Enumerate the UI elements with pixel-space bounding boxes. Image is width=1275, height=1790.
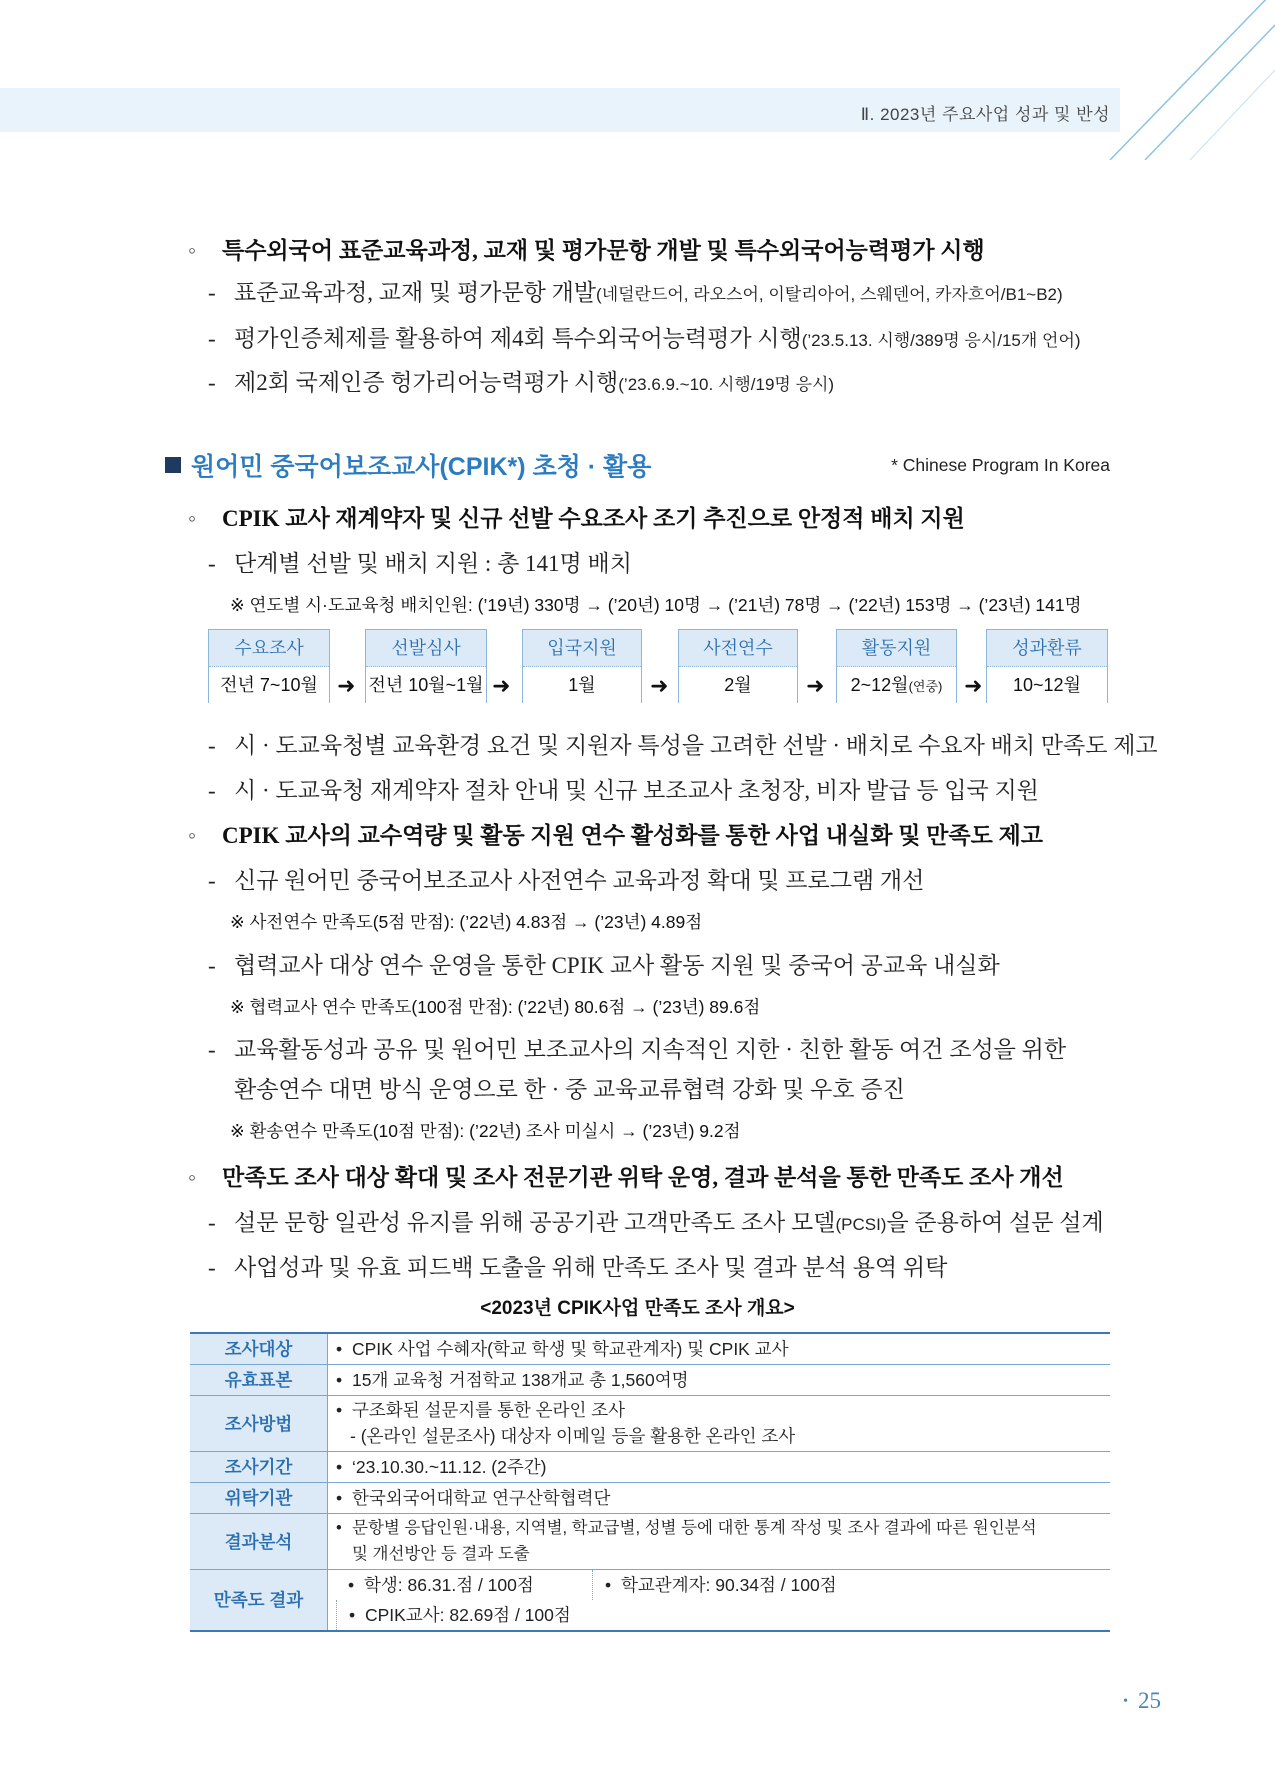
dash-item-tail: 을 준용하여 설문 설계 <box>886 1210 1104 1235</box>
row-key: 결과분석 <box>190 1513 328 1569</box>
process-step <box>986 629 1108 703</box>
row-value: • 문항별 응답인원·내용, 지역별, 학교급별, 성별 등에 대한 통계 작성 및 조사 결과에 따른 원인분석 및 개선방안 등 결과 도출 <box>328 1513 1111 1569</box>
row-key: 유효표본 <box>190 1364 328 1395</box>
process-step <box>836 629 957 703</box>
step-period: 2월 <box>679 667 797 704</box>
page-number <box>1123 1688 1161 1714</box>
dash-item: - 사업성과 및 유효 피드백 도출을 위해 만족도 조사 및 결과 분석 용역 위탁 <box>208 1255 948 1280</box>
note-cooperating-teacher: ※ 협력교사 연수 만족도(100점 만점): (’22년) 80.6점 → (’23년) 89.6점 <box>230 997 761 1017</box>
table-row <box>190 1395 1110 1451</box>
table-row <box>190 1569 1110 1631</box>
intro-item: - 표준교육과정, 교재 및 평가문항 개발(네덜란드어, 라오스어, 이탈리아어, 스웨덴어, 카자흐어/B1~B2) <box>208 280 1063 305</box>
step-label: 입국지원 <box>523 630 641 667</box>
table-row <box>190 1513 1110 1569</box>
step-label: 선발심사 <box>366 630 486 667</box>
row-value: • CPIK 사업 수혜자(학교 학생 및 학교관계자) 및 CPIK 교사 <box>328 1333 1111 1364</box>
section-title-text: 원어민 중국어보조교사(CPIK*) 초청 · 활용 <box>191 453 652 481</box>
survey-overview-table <box>190 1332 1110 1632</box>
note-farewell-training: ※ 환송연수 만족도(10점 만점): (’22년) 조사 미실시 → (’23년) 9.2점 <box>230 1121 741 1141</box>
arrow-icon: ➜ <box>650 673 669 698</box>
dash-item-text: 단계별 선발 및 배치 지원 : 총 141명 배치 <box>234 551 632 576</box>
dash-item: - 시 · 도교육청별 교육환경 요건 및 지원자 특성을 고려한 선발 · 배치로 수요자 배치 만족도 제고 <box>208 733 1158 758</box>
dash-item-text: 시 · 도교육청 재계약자 절차 안내 및 신규 보조교사 초청장, 비자 발급 등 입국 지원 <box>234 778 1039 803</box>
arrow-icon: ➜ <box>337 673 356 698</box>
row-key: 조사기간 <box>190 1451 328 1482</box>
intro-bullet <box>188 232 985 265</box>
bullet-text: CPIK 교사 재계약자 및 신규 선발 수요조사 조기 추진으로 안정적 배치 지원 <box>222 506 965 531</box>
dash-item-continued: 환송연수 대면 방식 운영으로 한 · 중 교육교류협력 강화 및 우호 증진 <box>234 1077 905 1102</box>
process-step <box>208 629 330 703</box>
bullet-text: CPIK 교사의 교수역량 및 활동 지원 연수 활성화를 통한 사업 내실화 및 만족도 제고 <box>222 823 1044 848</box>
bullet-cpik-training: ◦ CPIK 교사의 교수역량 및 활동 지원 연수 활성화를 통한 사업 내실화 및 만족도 제고 <box>188 823 1044 848</box>
step-period: 10~12월 <box>987 667 1107 704</box>
result-teacher: • CPIK교사: 82.69점 / 100점 <box>336 1600 596 1630</box>
dash-item-text: 협력교사 대상 연수 운영을 통한 CPIK 교사 활동 지원 및 중국어 공교육 내실화 <box>234 953 1000 978</box>
intro-item-main: 표준교육과정, 교재 및 평가문항 개발 <box>234 280 597 305</box>
table-row <box>190 1482 1110 1513</box>
arrow-icon: ➜ <box>806 673 825 698</box>
result-student: • 학생: 86.31.점 / 100점 <box>348 1574 534 1595</box>
bullet-cpik-placement: ◦ CPIK 교사 재계약자 및 신규 선발 수요조사 조기 추진으로 안정적 배치 지원 <box>188 506 965 531</box>
intro-item-main: 제2회 국제인증 헝가리어능력평가 시행 <box>234 370 619 395</box>
header-decoration <box>1050 0 1275 160</box>
table-row <box>190 1364 1110 1395</box>
section-footnote: * Chinese Program In Korea <box>891 455 1110 475</box>
intro-item: - 평가인증체제를 활용하여 제4회 특수외국어능력평가 시행(’23.5.13. 시행/389명 응시/15개 언어) <box>208 326 1081 351</box>
table-title: <2023년 CPIK사업 만족도 조사 개요> <box>480 1298 795 1319</box>
dash-item: - 단계별 선발 및 배치 지원 : 총 141명 배치 <box>208 551 632 576</box>
process-step <box>365 629 487 703</box>
row-value: • 한국외국어대학교 연구산학협력단 <box>328 1482 1111 1513</box>
process-step <box>522 629 642 703</box>
page-dot-icon: • <box>1123 1694 1128 1709</box>
dash-item: - 협력교사 대상 연수 운영을 통한 CPIK 교사 활동 지원 및 중국어 공교육 내실화 <box>208 953 1000 978</box>
step-label: 수요조사 <box>209 630 329 667</box>
step-period: 2~12월(연중) <box>837 667 956 704</box>
dash-item-text: 신규 원어민 중국어보조교사 사전연수 교육과정 확대 및 프로그램 개선 <box>234 868 925 893</box>
section-title <box>165 447 651 483</box>
dash-item-text: 시 · 도교육청별 교육환경 요건 및 지원자 특성을 고려한 선발 · 배치로 수요자 배치 만족도 제고 <box>234 733 1158 758</box>
arrow-icon: ➜ <box>492 673 511 698</box>
step-period: 1월 <box>523 667 641 704</box>
intro-bullet-text: 특수외국어 표준교육과정, 교재 및 평가문항 개발 및 특수외국어능력평가 시행 <box>222 238 985 263</box>
dash-item: - 시 · 도교육청 재계약자 절차 안내 및 신규 보조교사 초청장, 비자 발급 등 입국 지원 <box>208 778 1039 803</box>
result-staff: • 학교관계자: 90.34점 / 100점 <box>592 1570 847 1600</box>
step-period: 전년 10월~1월 <box>366 667 486 704</box>
row-key: 위탁기관 <box>190 1482 328 1513</box>
bullet-text: 만족도 조사 대상 확대 및 조사 전문기관 위탁 운영, 결과 분석을 통한 만족도 조사 개선 <box>222 1165 1064 1190</box>
dash-item-abbr: (PCSI) <box>835 1215 887 1234</box>
running-title: Ⅱ. 2023년 주요사업 성과 및 반성 <box>860 105 1110 124</box>
dash-item: - 신규 원어민 중국어보조교사 사전연수 교육과정 확대 및 프로그램 개선 <box>208 868 925 893</box>
dash-item-text: 사업성과 및 유효 피드백 도출을 위해 만족도 조사 및 결과 분석 용역 위탁 <box>234 1255 948 1280</box>
intro-item-detail: (네덜란드어, 라오스어, 이탈리아어, 스웨덴어, 카자흐어/B1~B2) <box>596 285 1063 304</box>
square-bullet-icon <box>165 457 181 473</box>
intro-item-detail: (’23.6.9.~10. 시행/19명 응시) <box>618 375 835 394</box>
row-key: 만족도 결과 <box>190 1569 328 1631</box>
dash-item: - 교육활동성과 공유 및 원어민 보조교사의 지속적인 지한 · 친한 활동 여건 조성을 위한 <box>208 1037 1067 1062</box>
dash-item-text: 설문 문항 일관성 유지를 위해 공공기관 고객만족도 조사 모델 <box>234 1210 836 1235</box>
row-value: • 구조화된 설문지를 통한 온라인 조사 - (온라인 설문조사) 대상자 이메일 등을 활용한 온라인 조사 <box>328 1395 1111 1451</box>
bullet-circle: ◦ <box>188 238 197 263</box>
step-label: 사전연수 <box>679 630 797 667</box>
row-value: • 15개 교육청 거점학교 138개교 총 1,560여명 <box>328 1364 1111 1395</box>
step-period: 전년 7~10월 <box>209 667 329 704</box>
table-row <box>190 1451 1110 1482</box>
dash-item-text: 교육활동성과 공유 및 원어민 보조교사의 지속적인 지한 · 친한 활동 여건 조성을 위한 <box>234 1037 1067 1062</box>
row-key: 조사방법 <box>190 1395 328 1451</box>
dash-item: - 설문 문항 일관성 유지를 위해 공공기관 고객만족도 조사 모델(PCSI)을 준용하여 설문 설계 <box>208 1210 1104 1235</box>
table-row <box>190 1333 1110 1364</box>
intro-item: - 제2회 국제인증 헝가리어능력평가 시행(’23.6.9.~10. 시행/19명 응시) <box>208 370 835 395</box>
note-pre-training: ※ 사전연수 만족도(5점 만점): (’22년) 4.83점 → (’23년) 4.89점 <box>230 912 703 932</box>
step-label: 활동지원 <box>837 630 956 667</box>
note-yearly-placement: ※ 연도별 시·도교육청 배치인원: (’19년) 330명 → (’20년) 10명 → (’21년) 78명 → (’22년) 153명 → (’23년) 141명 <box>230 595 1082 615</box>
step-label: 성과환류 <box>987 630 1107 667</box>
arrow-icon: ➜ <box>964 673 983 698</box>
page-number-value: 25 <box>1138 1688 1161 1713</box>
row-key: 조사대상 <box>190 1333 328 1364</box>
intro-item-detail: (’23.5.13. 시행/389명 응시/15개 언어) <box>801 331 1081 350</box>
row-value <box>328 1569 1111 1631</box>
intro-item-main: 평가인증체제를 활용하여 제4회 특수외국어능력평가 시행 <box>234 326 802 351</box>
row-value: • ‘23.10.30.~11.12. (2주간) <box>328 1451 1111 1482</box>
bullet-survey: ◦ 만족도 조사 대상 확대 및 조사 전문기관 위탁 운영, 결과 분석을 통한 만족도 조사 개선 <box>188 1165 1064 1190</box>
process-step <box>678 629 798 703</box>
